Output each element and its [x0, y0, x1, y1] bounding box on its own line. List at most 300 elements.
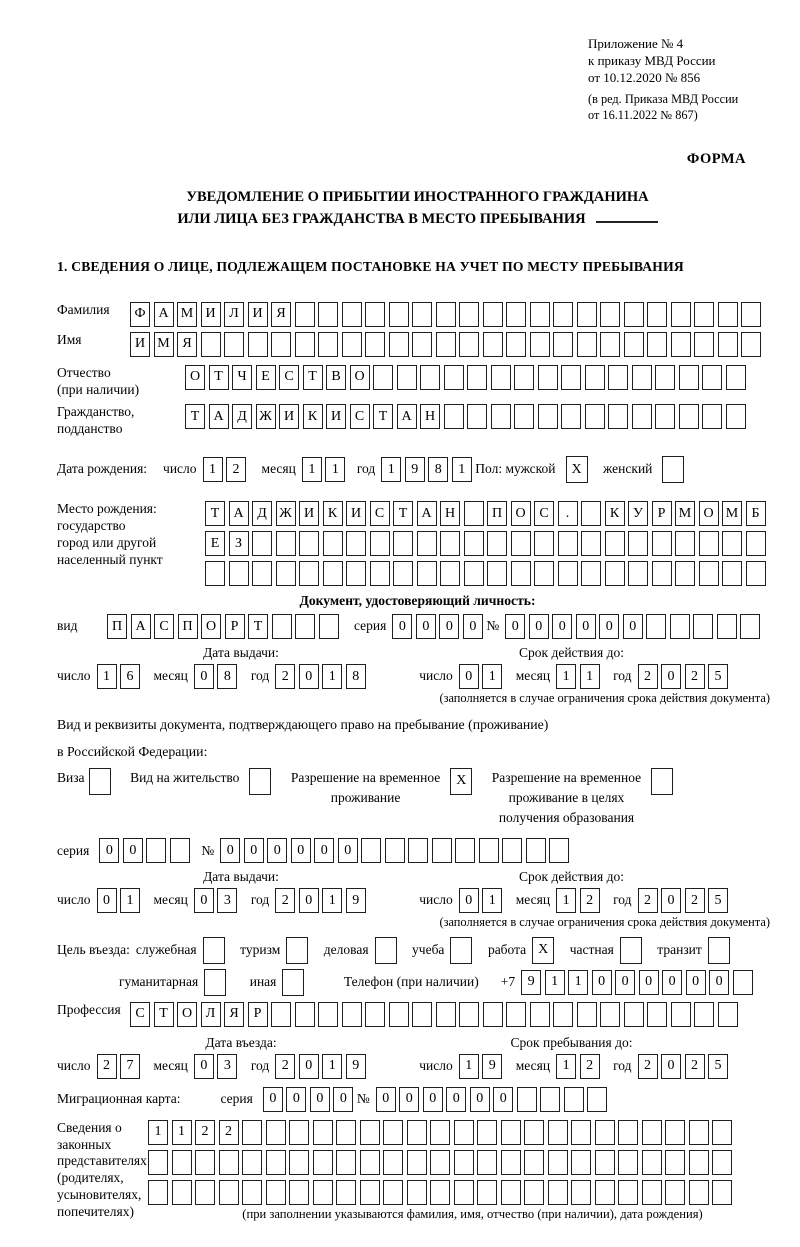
- char-box[interactable]: 0: [97, 888, 117, 913]
- char-box[interactable]: 8: [346, 664, 366, 689]
- char-box[interactable]: [289, 1120, 309, 1145]
- char-box[interactable]: Я: [177, 332, 197, 357]
- char-box[interactable]: 0: [661, 888, 681, 913]
- char-box[interactable]: [389, 1002, 409, 1027]
- char-box[interactable]: [170, 838, 190, 863]
- char-box[interactable]: [553, 302, 573, 327]
- char-box[interactable]: [389, 302, 409, 327]
- char-box[interactable]: [517, 1087, 537, 1112]
- char-box[interactable]: Н: [440, 501, 460, 526]
- char-box[interactable]: [370, 561, 390, 586]
- char-box[interactable]: [694, 302, 714, 327]
- char-box[interactable]: 0: [333, 1087, 353, 1112]
- char-box[interactable]: 0: [459, 664, 479, 689]
- char-box[interactable]: [242, 1120, 262, 1145]
- char-box[interactable]: 3: [217, 888, 237, 913]
- char-box[interactable]: [195, 1180, 215, 1205]
- char-box[interactable]: [718, 1002, 738, 1027]
- char-box[interactable]: Т: [373, 404, 393, 429]
- char-box[interactable]: [628, 561, 648, 586]
- char-box[interactable]: [342, 1002, 362, 1027]
- char-box[interactable]: [618, 1180, 638, 1205]
- char-box[interactable]: [205, 561, 225, 586]
- char-box[interactable]: 0: [244, 838, 264, 863]
- char-box[interactable]: Н: [420, 404, 440, 429]
- char-box[interactable]: [295, 614, 315, 639]
- char-box[interactable]: 0: [576, 614, 596, 639]
- char-box[interactable]: [561, 365, 581, 390]
- char-box[interactable]: О: [185, 365, 205, 390]
- char-box[interactable]: [548, 1180, 568, 1205]
- char-box[interactable]: О: [201, 614, 221, 639]
- char-box[interactable]: [242, 1150, 262, 1175]
- char-box[interactable]: С: [370, 501, 390, 526]
- char-box[interactable]: [464, 561, 484, 586]
- char-box[interactable]: 1: [322, 888, 342, 913]
- char-box[interactable]: [524, 1120, 544, 1145]
- char-box[interactable]: 0: [599, 614, 619, 639]
- char-box[interactable]: [618, 1150, 638, 1175]
- char-box[interactable]: Р: [225, 614, 245, 639]
- char-box[interactable]: Т: [154, 1002, 174, 1027]
- char-box[interactable]: Ж: [256, 404, 276, 429]
- char-box[interactable]: 1: [203, 457, 223, 482]
- char-box[interactable]: [385, 838, 405, 863]
- char-box[interactable]: 2: [275, 664, 295, 689]
- char-box[interactable]: [538, 365, 558, 390]
- char-box[interactable]: [229, 561, 249, 586]
- char-box[interactable]: X: [566, 456, 588, 483]
- char-box[interactable]: [266, 1150, 286, 1175]
- char-box[interactable]: [282, 969, 304, 996]
- char-box[interactable]: О: [511, 501, 531, 526]
- char-box[interactable]: [689, 1120, 709, 1145]
- char-box[interactable]: 0: [446, 1087, 466, 1112]
- char-box[interactable]: [397, 365, 417, 390]
- char-box[interactable]: [733, 970, 753, 995]
- char-box[interactable]: [271, 1002, 291, 1027]
- char-box[interactable]: [618, 1120, 638, 1145]
- char-box[interactable]: [266, 1120, 286, 1145]
- char-box[interactable]: [319, 614, 339, 639]
- char-box[interactable]: [746, 531, 766, 556]
- char-box[interactable]: 0: [416, 614, 436, 639]
- char-box[interactable]: 0: [661, 664, 681, 689]
- char-box[interactable]: [571, 1180, 591, 1205]
- char-box[interactable]: [360, 1120, 380, 1145]
- char-box[interactable]: [571, 1150, 591, 1175]
- char-box[interactable]: [699, 531, 719, 556]
- char-box[interactable]: [712, 1180, 732, 1205]
- char-box[interactable]: 1: [568, 970, 588, 995]
- char-box[interactable]: 2: [638, 888, 658, 913]
- char-box[interactable]: [432, 838, 452, 863]
- char-box[interactable]: [746, 561, 766, 586]
- char-box[interactable]: 2: [226, 457, 246, 482]
- char-box[interactable]: Д: [252, 501, 272, 526]
- char-box[interactable]: [454, 1180, 474, 1205]
- char-box[interactable]: [440, 561, 460, 586]
- char-box[interactable]: [524, 1180, 544, 1205]
- char-box[interactable]: 0: [459, 888, 479, 913]
- char-box[interactable]: К: [303, 404, 323, 429]
- char-box[interactable]: [455, 838, 475, 863]
- char-box[interactable]: [201, 332, 221, 357]
- char-box[interactable]: [689, 1150, 709, 1175]
- char-box[interactable]: [726, 404, 746, 429]
- char-box[interactable]: [561, 404, 581, 429]
- char-box[interactable]: [271, 332, 291, 357]
- char-box[interactable]: К: [323, 501, 343, 526]
- char-box[interactable]: [370, 531, 390, 556]
- char-box[interactable]: [483, 332, 503, 357]
- char-box[interactable]: 0: [423, 1087, 443, 1112]
- char-box[interactable]: [501, 1180, 521, 1205]
- char-box[interactable]: Б: [746, 501, 766, 526]
- char-box[interactable]: [671, 302, 691, 327]
- char-box[interactable]: [506, 1002, 526, 1027]
- char-box[interactable]: [689, 1180, 709, 1205]
- char-box[interactable]: Т: [209, 365, 229, 390]
- char-box[interactable]: 0: [263, 1087, 283, 1112]
- char-box[interactable]: [361, 838, 381, 863]
- char-box[interactable]: Л: [224, 302, 244, 327]
- char-box[interactable]: О: [177, 1002, 197, 1027]
- char-box[interactable]: [577, 302, 597, 327]
- char-box[interactable]: О: [350, 365, 370, 390]
- char-box[interactable]: [440, 531, 460, 556]
- char-box[interactable]: [699, 561, 719, 586]
- char-box[interactable]: [564, 1087, 584, 1112]
- char-box[interactable]: 0: [529, 614, 549, 639]
- char-box[interactable]: [585, 404, 605, 429]
- char-box[interactable]: 1: [148, 1120, 168, 1145]
- char-box[interactable]: И: [201, 302, 221, 327]
- char-box[interactable]: 1: [302, 457, 322, 482]
- char-box[interactable]: [595, 1180, 615, 1205]
- char-box[interactable]: [420, 365, 440, 390]
- char-box[interactable]: С: [154, 614, 174, 639]
- char-box[interactable]: [224, 332, 244, 357]
- char-box[interactable]: Ф: [130, 302, 150, 327]
- char-box[interactable]: 0: [314, 838, 334, 863]
- char-box[interactable]: [540, 1087, 560, 1112]
- char-box[interactable]: [553, 332, 573, 357]
- char-box[interactable]: [549, 838, 569, 863]
- char-box[interactable]: [336, 1150, 356, 1175]
- char-box[interactable]: 9: [521, 970, 541, 995]
- char-box[interactable]: И: [130, 332, 150, 357]
- char-box[interactable]: 1: [482, 888, 502, 913]
- char-box[interactable]: П: [178, 614, 198, 639]
- char-box[interactable]: 2: [685, 1054, 705, 1079]
- char-box[interactable]: [717, 614, 737, 639]
- char-box[interactable]: А: [397, 404, 417, 429]
- char-box[interactable]: [289, 1180, 309, 1205]
- char-box[interactable]: Ч: [232, 365, 252, 390]
- char-box[interactable]: [671, 1002, 691, 1027]
- char-box[interactable]: [665, 1180, 685, 1205]
- char-box[interactable]: [393, 531, 413, 556]
- char-box[interactable]: [511, 561, 531, 586]
- char-box[interactable]: 0: [709, 970, 729, 995]
- char-box[interactable]: [662, 456, 684, 483]
- char-box[interactable]: [389, 332, 409, 357]
- char-box[interactable]: [295, 302, 315, 327]
- char-box[interactable]: [530, 1002, 550, 1027]
- char-box[interactable]: 2: [195, 1120, 215, 1145]
- char-box[interactable]: [266, 1180, 286, 1205]
- char-box[interactable]: 1: [97, 664, 117, 689]
- char-box[interactable]: 0: [639, 970, 659, 995]
- char-box[interactable]: Т: [393, 501, 413, 526]
- char-box[interactable]: [693, 614, 713, 639]
- char-box[interactable]: [675, 561, 695, 586]
- char-box[interactable]: 0: [286, 1087, 306, 1112]
- char-box[interactable]: [702, 404, 722, 429]
- char-box[interactable]: И: [279, 404, 299, 429]
- char-box[interactable]: [722, 531, 742, 556]
- char-box[interactable]: [741, 332, 761, 357]
- char-box[interactable]: [600, 1002, 620, 1027]
- char-box[interactable]: 1: [452, 457, 472, 482]
- char-box[interactable]: [553, 1002, 573, 1027]
- char-box[interactable]: Я: [224, 1002, 244, 1027]
- char-box[interactable]: [383, 1180, 403, 1205]
- char-box[interactable]: [675, 531, 695, 556]
- char-box[interactable]: [459, 302, 479, 327]
- char-box[interactable]: X: [450, 768, 472, 795]
- char-box[interactable]: [219, 1150, 239, 1175]
- char-box[interactable]: 0: [194, 888, 214, 913]
- char-box[interactable]: 0: [463, 614, 483, 639]
- char-box[interactable]: [534, 561, 554, 586]
- char-box[interactable]: [581, 501, 601, 526]
- char-box[interactable]: [585, 365, 605, 390]
- char-box[interactable]: [477, 1120, 497, 1145]
- char-box[interactable]: [89, 768, 111, 795]
- char-box[interactable]: [318, 332, 338, 357]
- char-box[interactable]: Е: [256, 365, 276, 390]
- char-box[interactable]: [477, 1150, 497, 1175]
- char-box[interactable]: 0: [615, 970, 635, 995]
- char-box[interactable]: [289, 1150, 309, 1175]
- char-box[interactable]: [514, 365, 534, 390]
- char-box[interactable]: [323, 531, 343, 556]
- char-box[interactable]: [722, 561, 742, 586]
- char-box[interactable]: [646, 614, 666, 639]
- char-box[interactable]: [647, 302, 667, 327]
- char-box[interactable]: 7: [120, 1054, 140, 1079]
- char-box[interactable]: [417, 561, 437, 586]
- char-box[interactable]: [632, 404, 652, 429]
- char-box[interactable]: [647, 1002, 667, 1027]
- char-box[interactable]: А: [154, 302, 174, 327]
- char-box[interactable]: [454, 1120, 474, 1145]
- char-box[interactable]: [248, 332, 268, 357]
- char-box[interactable]: [538, 404, 558, 429]
- char-box[interactable]: [412, 302, 432, 327]
- char-box[interactable]: [600, 332, 620, 357]
- char-box[interactable]: [454, 1150, 474, 1175]
- char-box[interactable]: [203, 937, 225, 964]
- char-box[interactable]: [712, 1120, 732, 1145]
- char-box[interactable]: [647, 332, 667, 357]
- char-box[interactable]: [430, 1180, 450, 1205]
- char-box[interactable]: [534, 531, 554, 556]
- char-box[interactable]: П: [107, 614, 127, 639]
- char-box[interactable]: [276, 531, 296, 556]
- char-box[interactable]: [514, 404, 534, 429]
- char-box[interactable]: 0: [662, 970, 682, 995]
- char-box[interactable]: С: [350, 404, 370, 429]
- char-box[interactable]: 1: [580, 664, 600, 689]
- char-box[interactable]: 0: [99, 838, 119, 863]
- char-box[interactable]: 1: [482, 664, 502, 689]
- char-box[interactable]: [146, 838, 166, 863]
- char-box[interactable]: 1: [556, 888, 576, 913]
- char-box[interactable]: Я: [271, 302, 291, 327]
- char-box[interactable]: Е: [205, 531, 225, 556]
- char-box[interactable]: [702, 365, 722, 390]
- char-box[interactable]: [587, 1087, 607, 1112]
- char-box[interactable]: 0: [310, 1087, 330, 1112]
- char-box[interactable]: 0: [291, 838, 311, 863]
- char-box[interactable]: [373, 365, 393, 390]
- char-box[interactable]: 0: [220, 838, 240, 863]
- char-box[interactable]: [360, 1180, 380, 1205]
- char-box[interactable]: [642, 1120, 662, 1145]
- char-box[interactable]: [412, 1002, 432, 1027]
- char-box[interactable]: 0: [439, 614, 459, 639]
- char-box[interactable]: 8: [217, 664, 237, 689]
- char-box[interactable]: [548, 1150, 568, 1175]
- char-box[interactable]: [299, 561, 319, 586]
- char-box[interactable]: [148, 1150, 168, 1175]
- char-box[interactable]: 0: [592, 970, 612, 995]
- char-box[interactable]: [436, 1002, 456, 1027]
- char-box[interactable]: [436, 302, 456, 327]
- char-box[interactable]: [487, 561, 507, 586]
- char-box[interactable]: [450, 937, 472, 964]
- char-box[interactable]: [195, 1150, 215, 1175]
- char-box[interactable]: [444, 404, 464, 429]
- char-box[interactable]: [548, 1120, 568, 1145]
- char-box[interactable]: [242, 1180, 262, 1205]
- char-box[interactable]: Ж: [276, 501, 296, 526]
- char-box[interactable]: 0: [299, 1054, 319, 1079]
- char-box[interactable]: [741, 302, 761, 327]
- char-box[interactable]: З: [229, 531, 249, 556]
- char-box[interactable]: [252, 561, 272, 586]
- char-box[interactable]: [407, 1120, 427, 1145]
- char-box[interactable]: [571, 1120, 591, 1145]
- char-box[interactable]: [313, 1180, 333, 1205]
- char-box[interactable]: [608, 365, 628, 390]
- char-box[interactable]: 0: [399, 1087, 419, 1112]
- char-box[interactable]: 2: [685, 888, 705, 913]
- char-box[interactable]: [655, 404, 675, 429]
- char-box[interactable]: [336, 1120, 356, 1145]
- char-box[interactable]: [624, 332, 644, 357]
- char-box[interactable]: [393, 561, 413, 586]
- char-box[interactable]: [479, 838, 499, 863]
- char-box[interactable]: 0: [299, 888, 319, 913]
- char-box[interactable]: С: [534, 501, 554, 526]
- char-box[interactable]: [430, 1120, 450, 1145]
- char-box[interactable]: 2: [638, 664, 658, 689]
- char-box[interactable]: [651, 768, 673, 795]
- char-box[interactable]: [430, 1150, 450, 1175]
- char-box[interactable]: 9: [346, 888, 366, 913]
- char-box[interactable]: [740, 614, 760, 639]
- char-box[interactable]: [694, 332, 714, 357]
- char-box[interactable]: 1: [322, 1054, 342, 1079]
- char-box[interactable]: 5: [708, 888, 728, 913]
- char-box[interactable]: 1: [459, 1054, 479, 1079]
- char-box[interactable]: 9: [405, 457, 425, 482]
- char-box[interactable]: 1: [381, 457, 401, 482]
- char-box[interactable]: А: [209, 404, 229, 429]
- char-box[interactable]: [249, 768, 271, 795]
- char-box[interactable]: [620, 937, 642, 964]
- char-box[interactable]: [407, 1150, 427, 1175]
- char-box[interactable]: [670, 614, 690, 639]
- char-box[interactable]: [530, 302, 550, 327]
- char-box[interactable]: [459, 332, 479, 357]
- char-box[interactable]: 0: [493, 1087, 513, 1112]
- char-box[interactable]: [642, 1150, 662, 1175]
- char-box[interactable]: [336, 1180, 356, 1205]
- char-box[interactable]: 0: [392, 614, 412, 639]
- char-box[interactable]: [408, 838, 428, 863]
- char-box[interactable]: [295, 332, 315, 357]
- char-box[interactable]: [204, 969, 226, 996]
- char-box[interactable]: [524, 1150, 544, 1175]
- char-box[interactable]: [375, 937, 397, 964]
- char-box[interactable]: 0: [338, 838, 358, 863]
- char-box[interactable]: [483, 302, 503, 327]
- char-box[interactable]: [407, 1180, 427, 1205]
- char-box[interactable]: Р: [248, 1002, 268, 1027]
- char-box[interactable]: [600, 302, 620, 327]
- char-box[interactable]: [581, 561, 601, 586]
- char-box[interactable]: [642, 1180, 662, 1205]
- char-box[interactable]: [679, 404, 699, 429]
- char-box[interactable]: [558, 531, 578, 556]
- char-box[interactable]: [444, 365, 464, 390]
- char-box[interactable]: 2: [685, 664, 705, 689]
- char-box[interactable]: [605, 561, 625, 586]
- char-box[interactable]: [605, 531, 625, 556]
- char-box[interactable]: 0: [470, 1087, 490, 1112]
- char-box[interactable]: [286, 937, 308, 964]
- char-box[interactable]: [652, 561, 672, 586]
- char-box[interactable]: М: [722, 501, 742, 526]
- char-box[interactable]: [436, 332, 456, 357]
- char-box[interactable]: [491, 404, 511, 429]
- char-box[interactable]: [272, 614, 292, 639]
- char-box[interactable]: И: [299, 501, 319, 526]
- char-box[interactable]: Т: [303, 365, 323, 390]
- char-box[interactable]: Т: [248, 614, 268, 639]
- char-box[interactable]: 0: [299, 664, 319, 689]
- char-box[interactable]: О: [699, 501, 719, 526]
- char-box[interactable]: 2: [219, 1120, 239, 1145]
- char-box[interactable]: [477, 1180, 497, 1205]
- char-box[interactable]: [365, 332, 385, 357]
- char-box[interactable]: [665, 1150, 685, 1175]
